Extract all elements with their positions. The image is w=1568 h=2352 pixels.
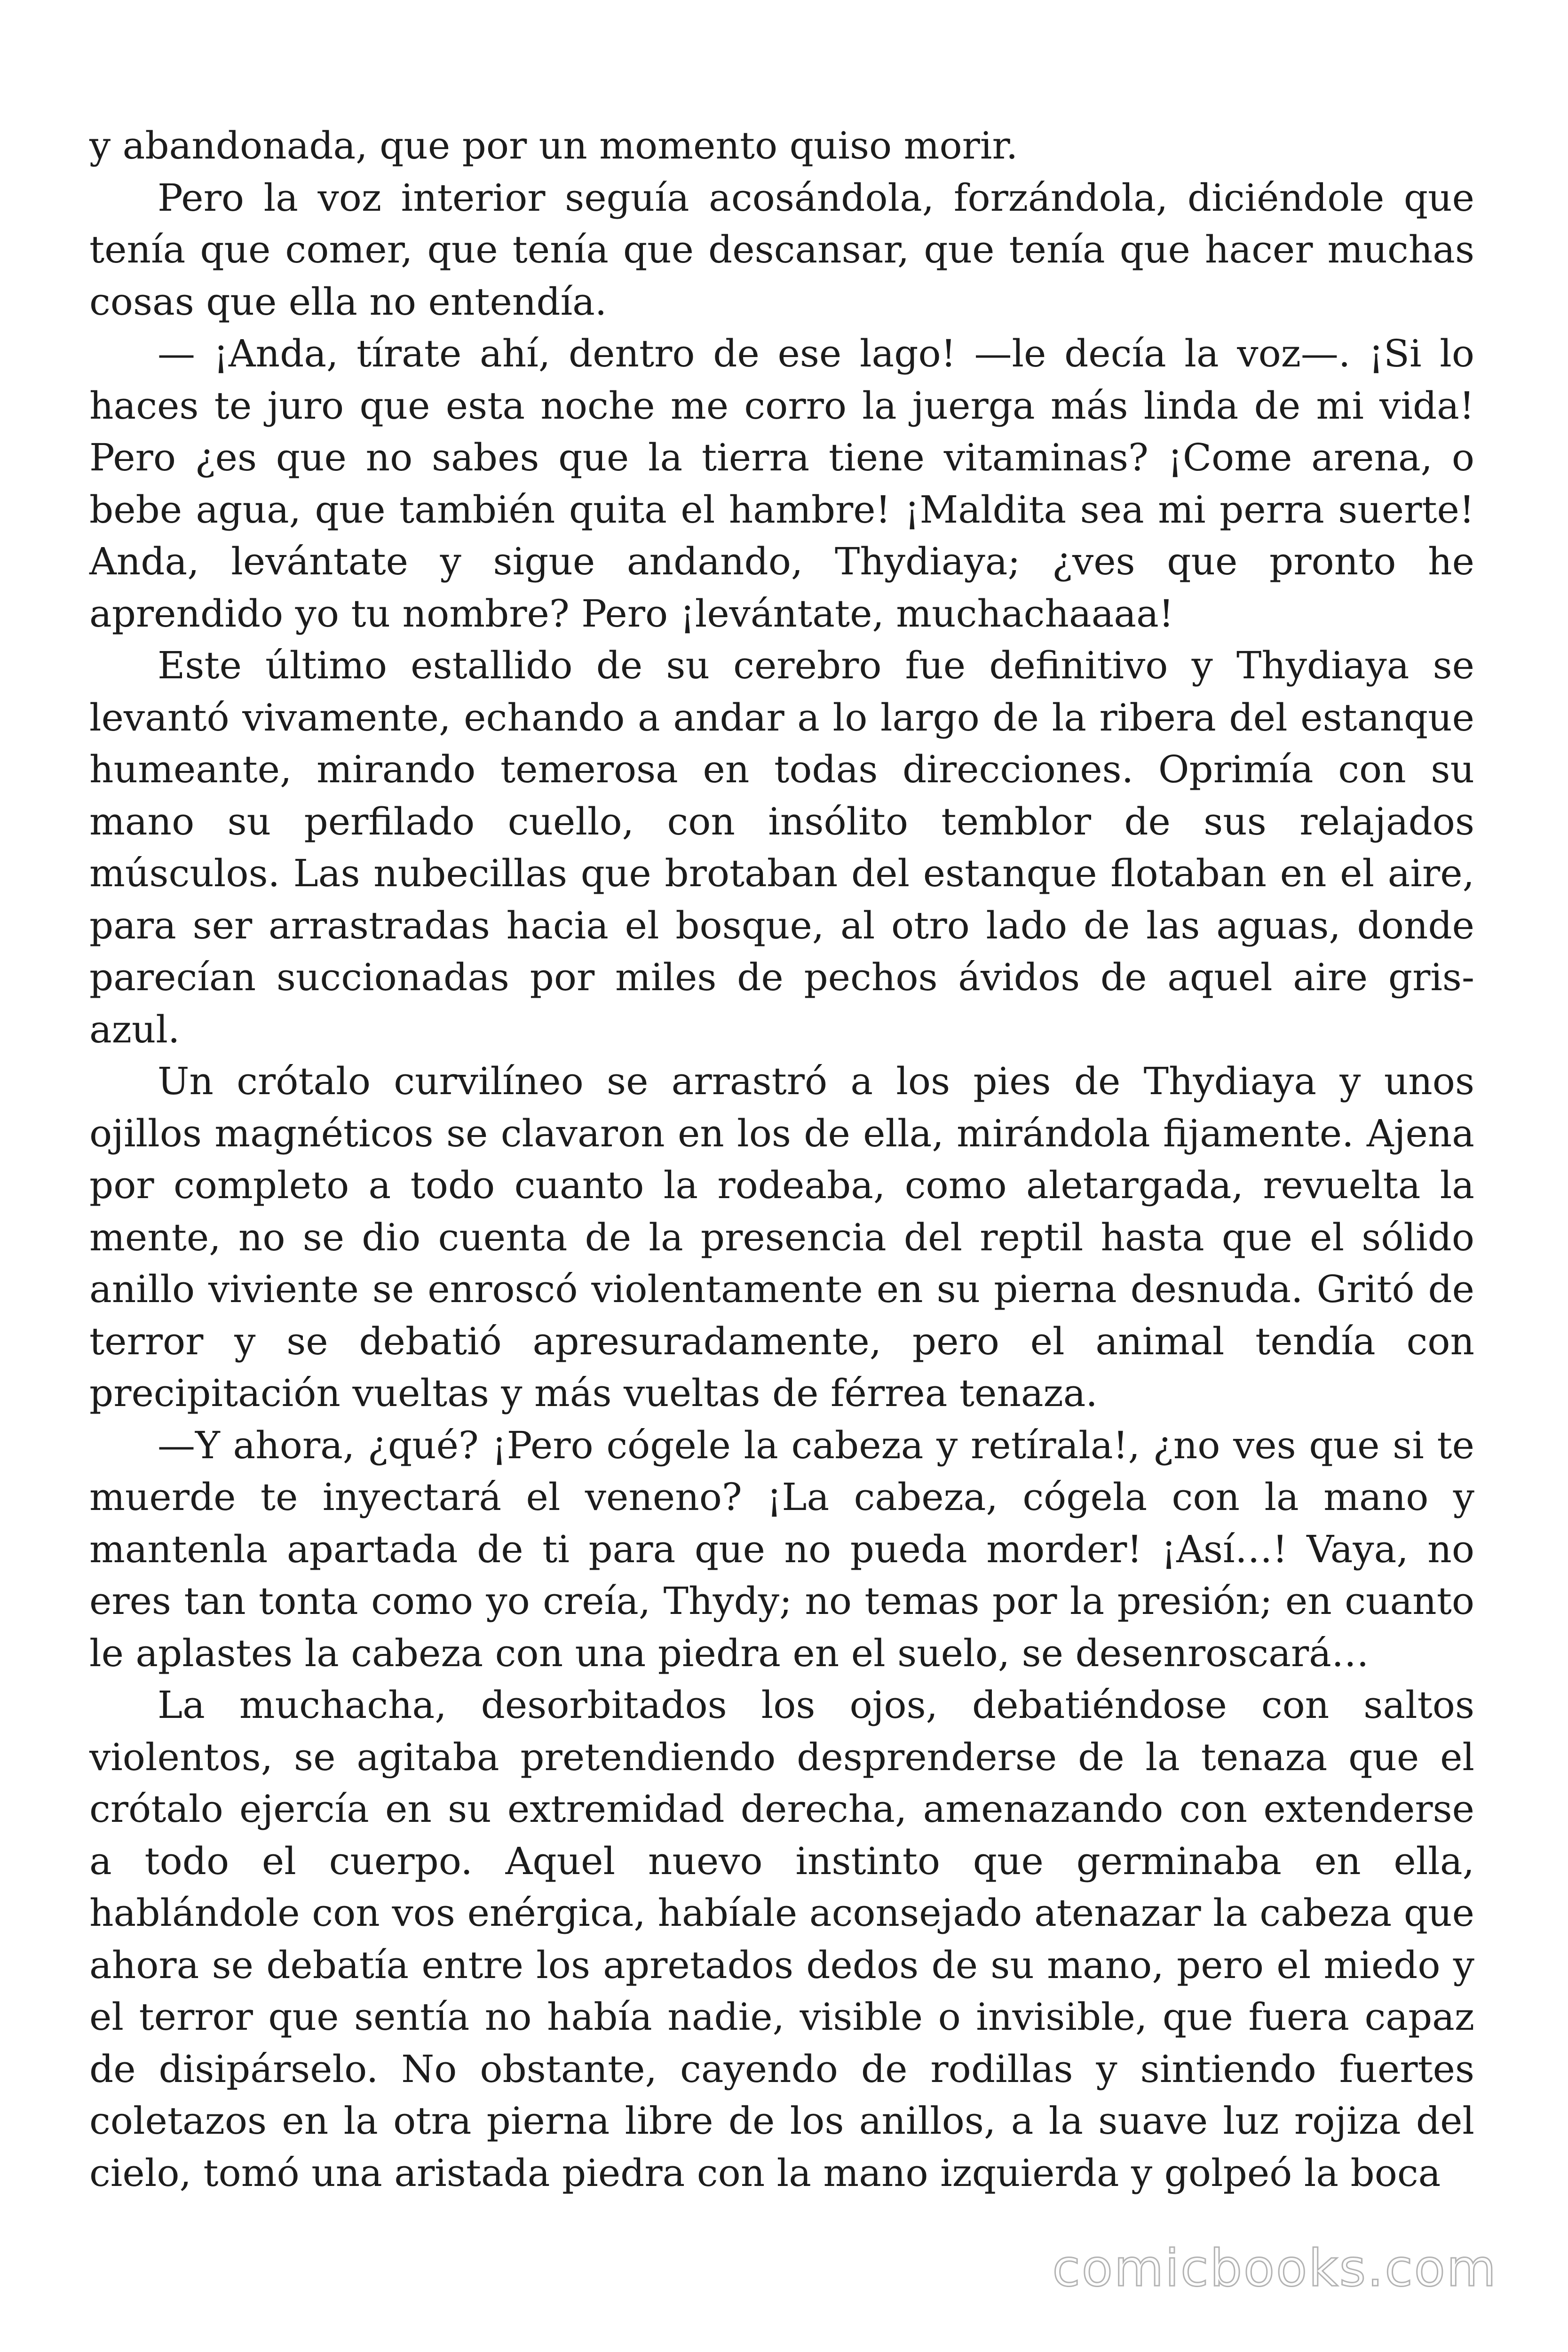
paragraph-7: La muchacha, desorbitados los ojos, debatiéndose con saltos violentos, se agitaba pretendiendo desprenderse de la tenaza que el crótalo ejercía en su extremidad derecha, amenazando con extenderse a todo el cuerpo. Aquel nuevo instinto que germinaba en ella, hablándole con vos enérgica, habíale aconsejado atenazar la cabeza que ahora se debatía entre los apretados dedos de su mano, pero el miedo y el terror que sentía no había nadie, visible o invisible, que fuera capaz de disipárselo. No obstante, cayendo de rodillas y sintiendo fuertes coletazos en la otra pierna libre de los anillos, a la suave luz rojiza del cielo, tomó una aristada piedra con la mano izquierda y golpeó la boca <box>89 1683 1474 2195</box>
paragraph-1: y abandonada, que por un momento quiso morir. <box>89 124 1018 167</box>
paragraph-2: Pero la voz interior seguía acosándola, forzándola, diciéndole que tenía que comer, que tenía que descansar, que tenía que hacer muchas cosas que ella no entendía. <box>89 175 1474 324</box>
paragraph-4: Este último estallido de su cerebro fue definitivo y Thydiaya se levantó vivamente, echando a andar a lo largo de la ribera del estanque humeante, mirando temerosa en todas direcciones. Oprimía con su mano su perfilado cuello, con insólito temblor de sus relajados músculos. Las nubecillas que brotaban del estanque flotaban en el aire, para ser arrastradas hacia el bosque, al otro lado de las aguas, donde parecían succionadas por miles de pechos ávidos de aquel aire gris-azul. <box>89 644 1474 1051</box>
paragraph-5: Un crótalo curvilíneo se arrastró a los pies de Thydiaya y unos ojillos magnéticos se clavaron en los de ella, mirándola fijamente. Ajena por completo a todo cuanto la rodeaba, como aletargada, revuelta la mente, no se dio cuenta de la presencia del reptil hasta que el sólido anillo viviente se enroscó violentamente en su pierna desnuda. Gritó de terror y se debatió apresuradamente, pero el animal tendía con precipitación vueltas y más vueltas de férrea tenaza. <box>89 1059 1474 1415</box>
paragraph-3: — ¡Anda, tírate ahí, dentro de ese lago! —le decía la voz—. ¡Si lo haces te juro que esta noche me corro la juerga más linda de mi vida! Pero ¿es que no sabes que la tierra tiene vitaminas? ¡Come arena, o bebe agua, que también quita el hambre! ¡Maldita sea mi perra suerte! Anda, levántate y sigue andando, Thydiaya; ¿ves que pronto he aprendido yo tu nombre? Pero ¡levántate, muchachaaaa! <box>89 332 1474 636</box>
page-body <box>89 120 1474 2199</box>
paragraph-6: —Y ahora, ¿qué? ¡Pero cógele la cabeza y retírala!, ¿no ves que si te muerde te inyectará el veneno? ¡La cabeza, cógela con la mano y mantenla apartada de ti para que no pueda morder! ¡Así…! Vaya, no eres tan tonta como yo creía, Thydy; no temas por la presión; en cuanto le aplastes la cabeza con una piedra en el suelo, se desenroscará… <box>89 1423 1474 1675</box>
watermark: comicbooks.com <box>1052 2239 1497 2298</box>
